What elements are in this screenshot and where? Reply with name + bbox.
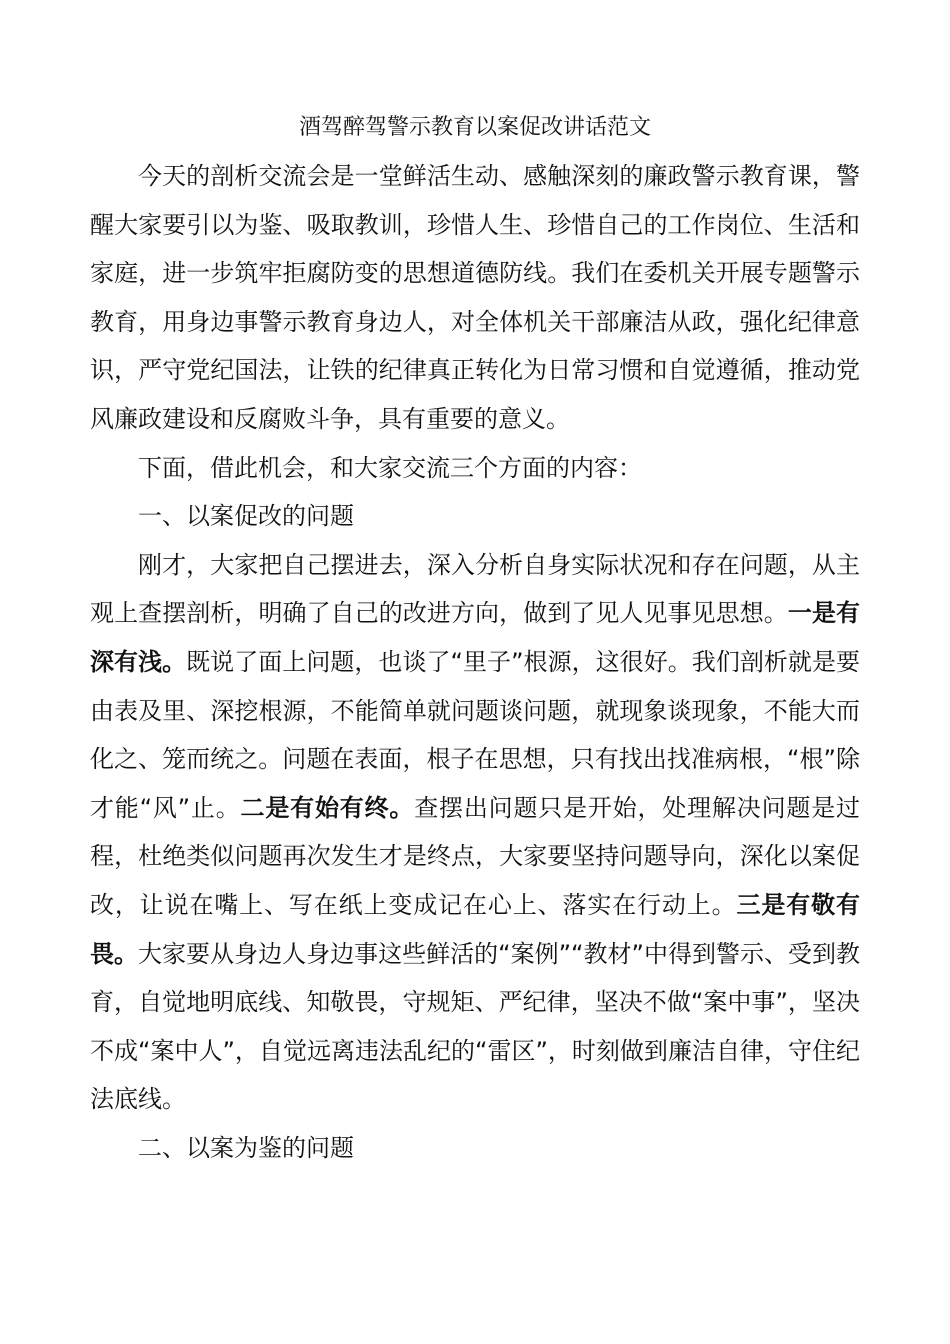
point-2-label: 二是有始有终。 [240, 793, 415, 822]
lead-in-paragraph: 下面，借此机会，和大家交流三个方面的内容： [138, 453, 642, 482]
point-1-label: 一是有深有浅。 [90, 599, 861, 676]
document-page [90, 106, 860, 1172]
point-3-label: 三是有敬有畏。 [90, 890, 860, 968]
section-1-heading: 一、以案促改的问题 [138, 502, 354, 531]
section-1-paragraph [90, 541, 860, 1124]
intro-paragraph: 今天的剖析交流会是一堂鲜活生动、感触深刻的廉政警示教育课，警醒大家要引以为鉴、吸取教训，珍惜人生、珍惜自己的工作岗位、生活和家庭，进一步筑牢拒腐防变的思想道德防线。我们在委机关开展专题警示教育，用身边事警示教育身边人，对全体机关干部廉洁从政，强化纪律意识，严守党纪国法，让铁的纪律真正转化为日常习惯和自觉遵循，推动党风廉政建设和反腐败斗争，具有重要的意义。 [90, 162, 860, 433]
section-1-text: 刚才，大家把自己摆进去，深入分析自身实际状况和存在问题，从主观上查摆剖析，明确了自己的改进方向，做到了见人见事见思想。 [90, 550, 860, 628]
document-title: 酒驾醉驾警示教育以案促改讲话范文 [298, 115, 651, 140]
section-1-text: 既说了面上问题，也谈了“里子”根源，这很好。我们剖析就是要由表及里、深挖根源，不能简单就问题谈问题，就现象谈现象，不能大而化之、笼而统之。问题在表面，根子在思想，只有找出找准病根，“根”除才能“风”止。 [90, 647, 860, 822]
section-1-text: 查摆出问题只是开始，处理解决问题是过程，杜绝类似问题再次发生才是终点，大家要坚持问题导向，深化以案促改，让说在嘴上、写在纸上变成记在心上、落实在行动上。 [90, 793, 861, 919]
section-1-text: 大家要从身边人身边事这些鲜活的“案例”“教材”中得到警示、受到教育，自觉地明底线、知敬畏，守规矩、严纪律，坚决不做“案中事”，坚决不成“案中人”，自觉远离违法乱纪的“雷区”，时刻做到廉洁自律，守住纪法底线。 [90, 939, 861, 1114]
section-2-heading: 二、以案为鉴的问题 [138, 1133, 354, 1162]
